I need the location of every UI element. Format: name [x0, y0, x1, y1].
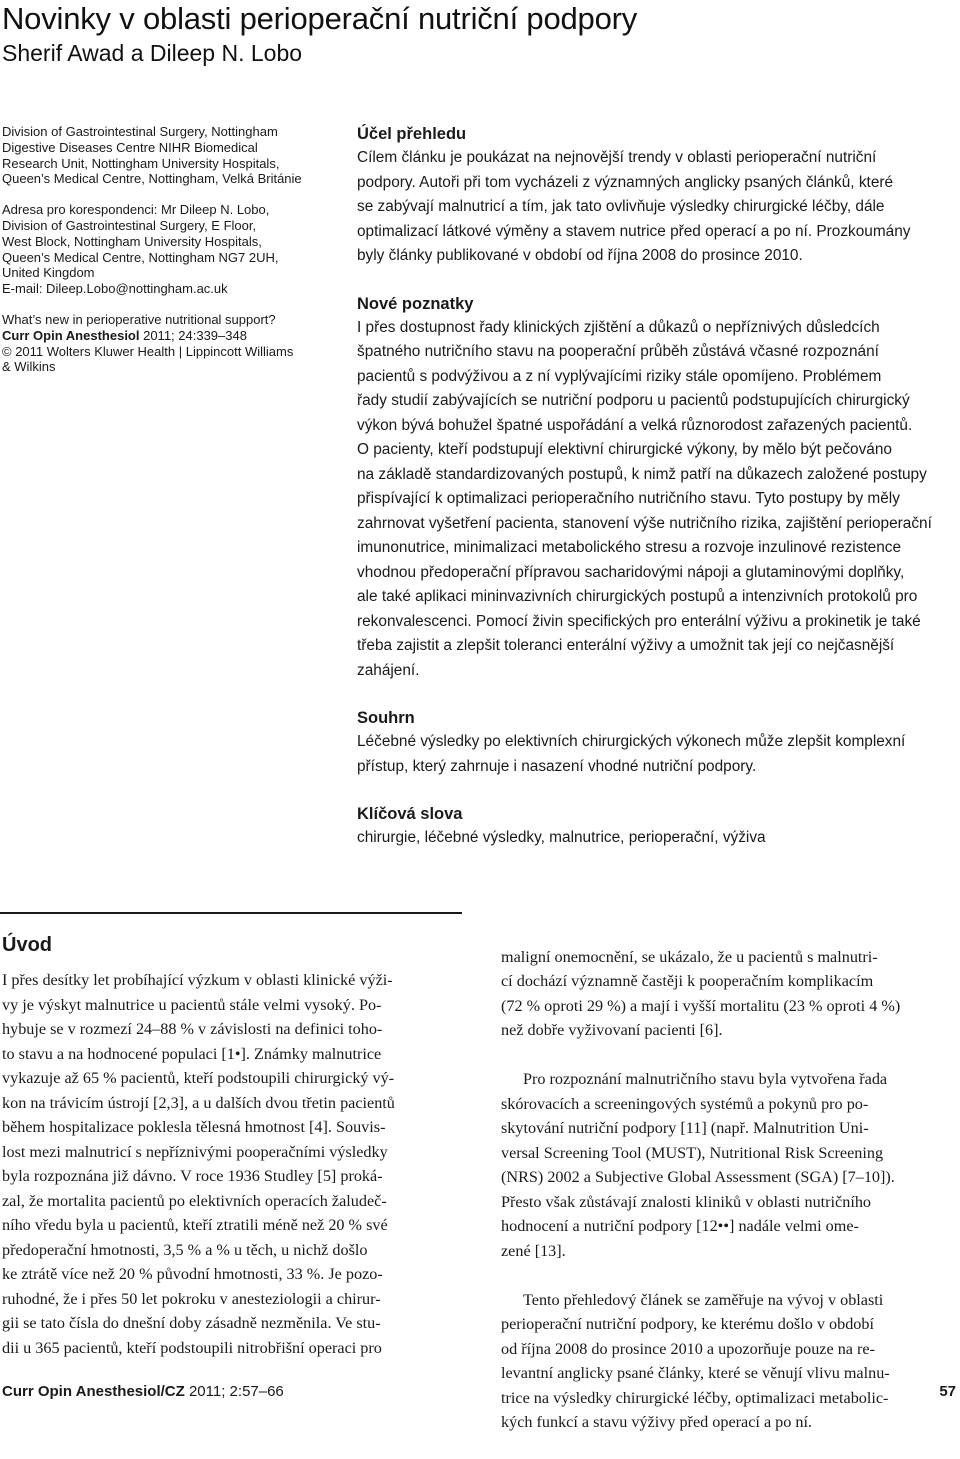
body-paragraph: maligní onemocnění, se ukázalo, že u pacientů s malnutri- cí dochází významně častěji k pooperačním komplikacím (72 % oproti 29 %) a mají i vyšší mortalitu (23 % oproti 4 %) než dobře vyživovaní pacienti [6].: [501, 947, 901, 1039]
original-title: What’s new in perioperative nutritional support?: [2, 311, 276, 327]
intro-heading: Úvod: [2, 934, 52, 956]
section-heading: Nové poznatky: [357, 294, 474, 313]
section-heading: Účel přehledu: [357, 125, 467, 143]
affiliation: Division of Gastrointestinal Surgery, Nottingham Digestive Diseases Centre NIHR Biomedical Research Unit, Nottingham University Hospitals, Queen’s Medical Centre, Nottingham, Velká Británie: [2, 124, 302, 187]
body-paragraph: Tento přehledový článek se zaměřuje na vývoj v oblasti perioperační nutriční podpory, ke kterému došlo v období od října 2008 do prosince 2010 a upozorňuje pouze na re- levantní anglicky psané články, které se věnují vlivu malnu- trice na výsledky chirurgické léčby, optimalizaci metabolic- kých funkcí a stavu výživy před operací a po ní.: [501, 1290, 890, 1431]
section-text: Cílem článku je poukázat na nejnovější trendy v oblasti perioperační nutriční podpory. Autoři při tom vycházeli z významných anglicky psaných článků, které se zabývají malnutricí a tím, jak tato ovlivňuje výsledky chirurgické léčby, dále optimalizací látkové výměny a stavem nutrice před operací a po ní. Prozkoumány byly články publikované v období od října 2008 do prosince 2010.: [357, 149, 911, 264]
section-heading: Klíčová slova: [357, 805, 463, 823]
footer-journal: Curr Opin Anesthesiol/CZ: [2, 1383, 185, 1400]
citation-detail: 2011; 24:339–348: [139, 327, 247, 343]
sidebar-info: [2, 124, 322, 375]
correspondence-address: Adresa pro korespondenci: Mr Dileep N. Lobo, Division of Gastrointestinal Surgery, E Floor, West Block, Nottingham University Hospitals, Queen’s Medical Centre, Nottingham NG7 2UH, United Kingdom E-mail: Dileep.Lobo@nottingham.ac.uk: [2, 202, 279, 297]
abstract-section-findings: [357, 292, 957, 684]
intro-text: I přes desítky let probíhající výzkum v oblasti klinické výži- vy je výskyt malnutrice u pacientů stále velmi vysoký. Po- hybuje se v rozmezí 24–88 % v závislosti na definici toho- to stavu a na hodnocené populaci [1•]. Známky malnutrice vykazuje až 65 % pacientů, kteří podstoupili chirurgický vý- kon na trávicím ústrojí [2,3], a u dalších dvou třetin pacientů během hospitalizace poklesla tělesná hmotnost [4]. Souvis- lost mezi malnutricí s nepříznivými pooperačními výsledky byla rozpoznána již dávno. V roce 1936 Studley [5] proká- zal, že mortalita pacientů po elektivních operacích žaludeč- ního vředu byla u pacientů, kteří ztratili méně než 20 % své předoperační hmotnosti, 3,5 % a % u těch, u nichž došlo ke ztrátě více než 20 % původní hmotnosti, 33 %. Je pozo- ruhodné, že i přes 50 let pokroku v anesteziologii a chirur- gii se tato čísla do dnešní doby zásadně nezměnila. Ve stu- dii u 365 pacientů, kteří podstoupili nitrobřišní operaci pro: [2, 971, 395, 1357]
body-paragraph: Pro rozpoznání malnutričního stavu byla vytvořena řada skórovacích a screeningových systémů a pokynů pro po- skytování nutriční podpory [11] (např. Malnutrition Uni- versal Screening Tool (MUST), Nutritional Risk Screening (NRS) 2002 a Subjective Global Assessment (SGA) [7–10]). Přesto však zůstávají znalosti kliniků v oblasti nutričního hodnocení a nutriční podpory [12••] nadále velmi ome- zené [13].: [501, 1070, 895, 1260]
footer-issue: 2011; 2:57–66: [184, 1383, 284, 1400]
section-text: Léčebné výsledky po elektivních chirurgických výkonech může zlepšit komplexní přístup, který zahrnuje i nasazení vhodné nutriční podpory.: [357, 733, 906, 775]
citation-journal: Curr Opin Anesthesiol: [2, 327, 140, 343]
article-title: Novinky v oblasti perioperační nutriční podpory: [2, 1, 638, 36]
abstract-section-keywords: [357, 802, 957, 851]
section-divider: [0, 912, 462, 914]
footer-citation: [2, 1382, 284, 1402]
abstract-section-summary: [357, 706, 957, 779]
section-text: chirurgie, léčebné výsledky, malnutrice, perioperační, výživa: [357, 829, 766, 846]
abstract-section-purpose: [357, 122, 957, 269]
page-number: 57: [939, 1383, 956, 1400]
body-column-2: [501, 920, 960, 1459]
citation: [2, 328, 322, 344]
abstract: [357, 122, 957, 874]
section-text: I přes dostupnost řady klinických zjištění a důkazů o nepříznivých důsledcích špatného nutričního stavu na pooperační průběh zůstává včasné rozpoznání pacientů s podvýživou a z ní vyplývajícími riziky stále opomíjeno. Problémem řady studií zabývajících se nutriční podporu u pacientů podstupujících chirurgický výkon bývá bohužel špatné uspořádání a velká různorodost zařazených pacientů. O pacienty, kteří podstupují elektivní chirurgické výkony, by mělo být pečováno na základě standardizovaných postupů, k nimž patří na důkazech založené postupy přispívající k optimalizaci perioperačního nutričního stavu. Tyto postupy by měly zahrnovat vyšetření pacienta, stanovení výše nutričního rizika, zajištění perioperační imunonutrice, minimalizaci metabolického stresu a rozvoje inzulinové rezistence vhodnou předoperační přípravou sacharidovými nápoji a glutaminovými doplňky, ale také aplikaci mininvazivních chirurgických postupů a intenzivních protokolů pro rekonvalescenci. Pomocí živin specifických pro enterální výživu a prokinetik je také třeba zajistit a zlepšit toleranci enterální výživy a umožnit tak její co nejčasnější zahájení.: [357, 318, 932, 679]
section-heading: Souhrn: [357, 709, 415, 727]
article-authors: Sherif Awad a Dileep N. Lobo: [2, 40, 303, 66]
copyright: © 2011 Wolters Kluwer Health | Lippincott Williams & Wilkins: [2, 343, 294, 375]
